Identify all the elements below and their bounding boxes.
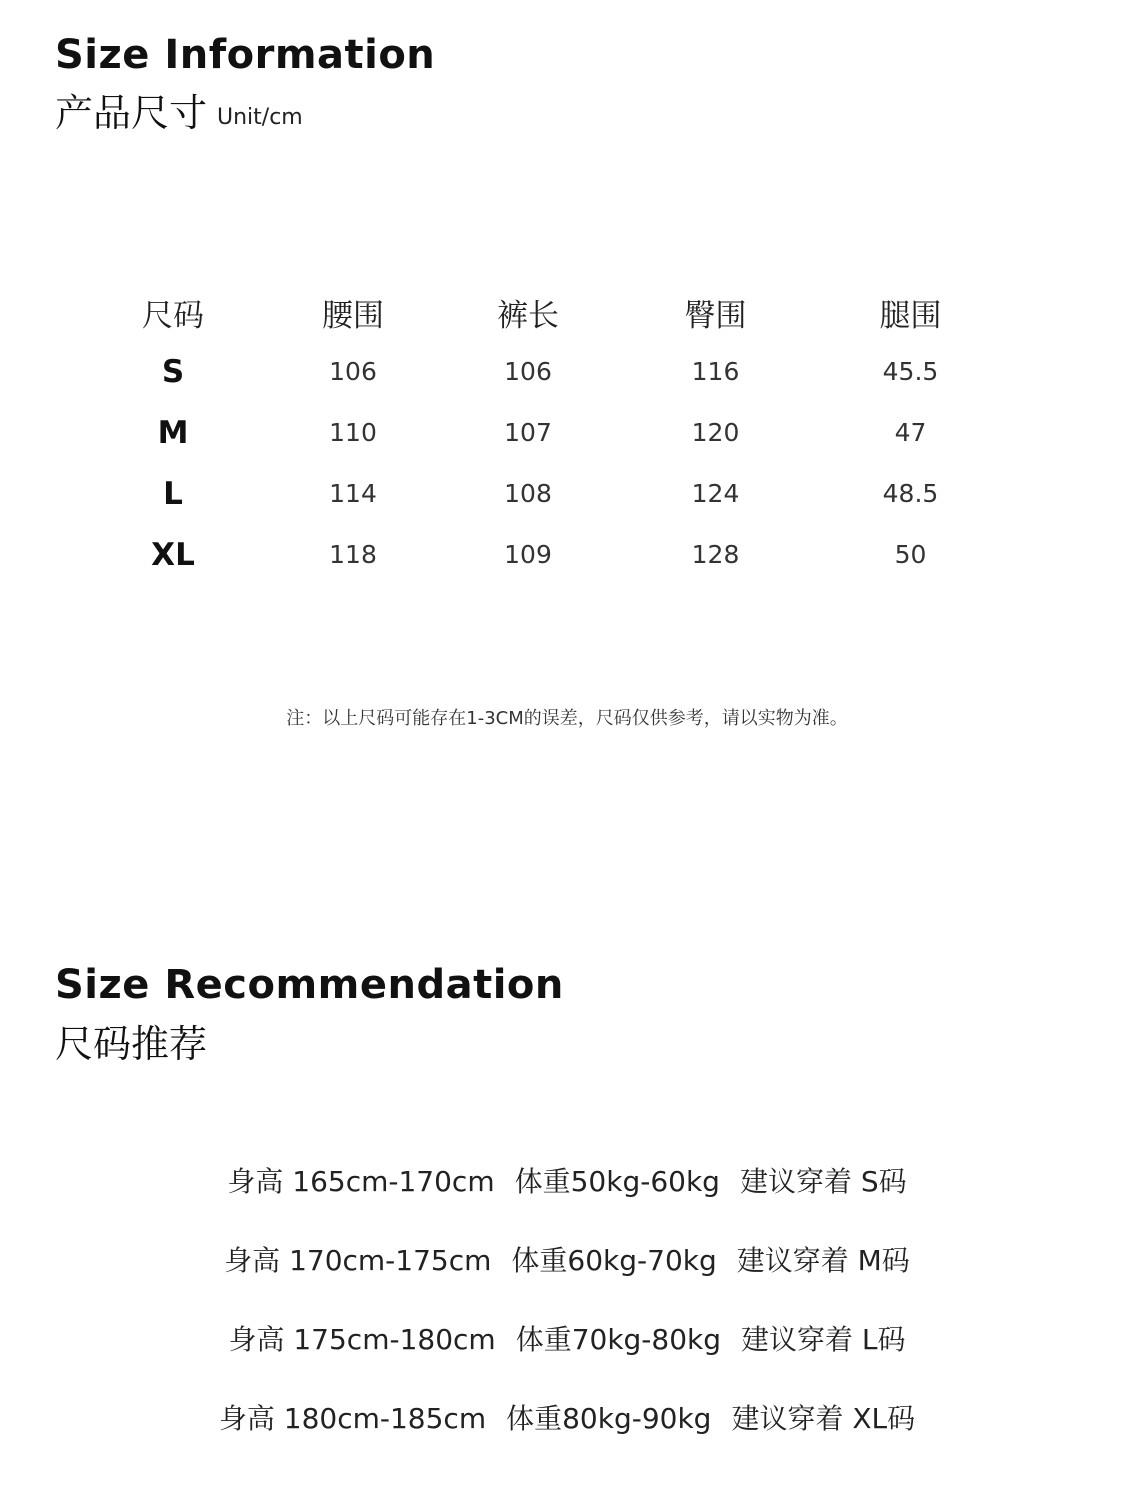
size-table (83, 283, 1003, 585)
rec-suggest: 建议穿着 S码 (739, 1164, 907, 1198)
rec-height: 身高 165cm-170cm (227, 1164, 495, 1198)
header-hip: 臀围 (684, 297, 747, 334)
size-information-title-zh (55, 82, 303, 137)
rec-weight: 体重80kg-90kg (506, 1401, 712, 1435)
size-table-header-row (83, 283, 1003, 341)
thigh-cell: 48.5 (882, 479, 939, 508)
rec-height: 身高 175cm-180cm (228, 1322, 496, 1356)
size-disclaimer-note: 注：以上尺码可能存在1-3CM的误差，尺码仅供参考，请以实物为准。 (286, 708, 848, 729)
size-cell: M (157, 414, 189, 451)
list-item (0, 1298, 1134, 1377)
table-row (83, 402, 1003, 463)
list-item (0, 1219, 1134, 1298)
length-cell: 107 (504, 418, 552, 447)
rec-suggest: 建议穿着 XL码 (731, 1401, 916, 1435)
table-row (83, 524, 1003, 585)
rec-weight: 体重60kg-70kg (511, 1243, 717, 1277)
rec-suggest: 建议穿着 L码 (741, 1322, 906, 1356)
header-size: 尺码 (142, 297, 204, 334)
waist-cell: 110 (329, 418, 377, 447)
hip-cell: 124 (691, 479, 740, 508)
length-cell: 109 (504, 540, 552, 569)
table-row (83, 341, 1003, 402)
hip-cell: 120 (691, 418, 740, 447)
size-cell: XL (151, 536, 195, 573)
thigh-cell: 47 (894, 418, 927, 447)
length-cell: 108 (504, 479, 552, 508)
table-row (83, 463, 1003, 524)
length-cell: 106 (504, 357, 552, 386)
recommendation-list (0, 1140, 1134, 1456)
hip-cell: 128 (691, 540, 740, 569)
header-length: 裤长 (497, 297, 559, 334)
rec-height: 身高 170cm-175cm (224, 1243, 492, 1277)
thigh-cell: 50 (894, 540, 927, 569)
rec-weight: 体重50kg-60kg (514, 1164, 720, 1198)
header-thigh: 腿围 (879, 297, 942, 334)
waist-cell: 118 (329, 540, 377, 569)
waist-cell: 114 (329, 479, 377, 508)
waist-cell: 106 (329, 357, 377, 386)
hip-cell: 116 (691, 357, 740, 386)
size-recommendation-title: Size Recommendation (55, 962, 564, 1008)
unit-label: Unit/cm (217, 105, 303, 130)
size-information-title-zh-text: 产品尺寸 (55, 91, 208, 135)
size-cell: L (163, 475, 183, 512)
list-item (0, 1140, 1134, 1219)
rec-height: 身高 180cm-185cm (218, 1401, 487, 1435)
size-information-title: Size Information (55, 32, 436, 78)
header-waist: 腰围 (322, 297, 384, 334)
rec-suggest: 建议穿着 M码 (736, 1243, 910, 1277)
size-recommendation-title-zh: 尺码推荐 (55, 1022, 208, 1066)
thigh-cell: 45.5 (882, 357, 939, 386)
rec-weight: 体重70kg-80kg (515, 1322, 722, 1356)
size-cell: S (161, 353, 185, 390)
list-item (0, 1377, 1134, 1456)
